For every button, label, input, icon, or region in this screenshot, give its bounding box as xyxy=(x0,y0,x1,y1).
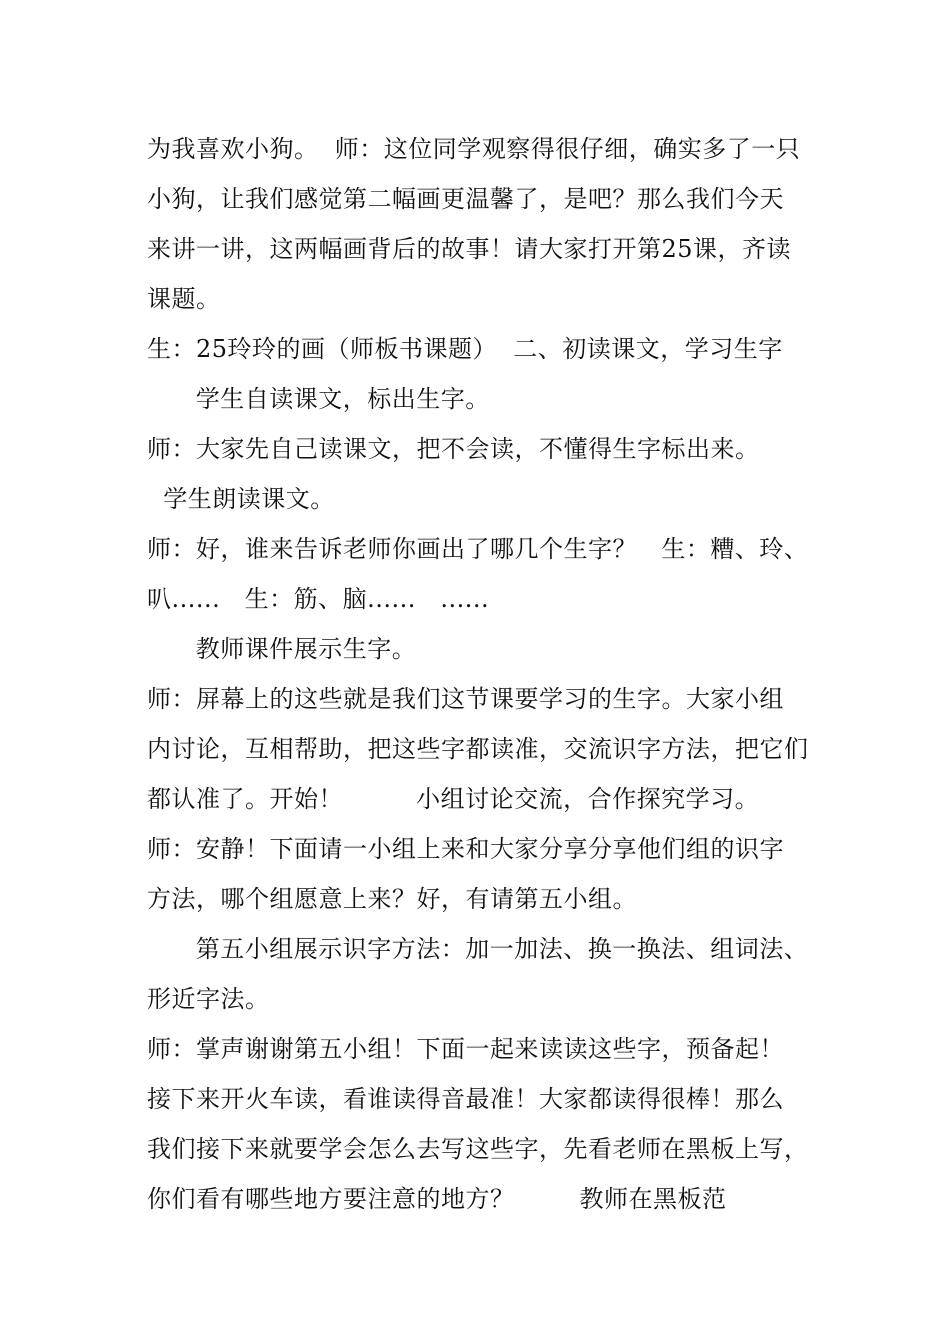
text-line: 你们看有哪些地方要注意的地方？ 教师在黑板范 xyxy=(147,1185,727,1213)
text-line: 学生自读课文，标出生字。 xyxy=(147,385,490,413)
text-line: 接下来开火车读，看谁读得音最准！大家都读得很棒！那么 xyxy=(147,1085,784,1113)
text-line: 小狗，让我们感觉第二幅画更温馨了，是吧？那么我们今天 xyxy=(147,185,784,213)
text-line: 教师课件展示生字。 xyxy=(147,635,417,663)
text-line: 方法，哪个组愿意上来？好，有请第五小组。 xyxy=(147,885,637,913)
text-line: 都认准了。开始！ 小组讨论交流，合作探究学习。 xyxy=(147,785,760,813)
text-line: 师：屏幕上的这些就是我们这节课要学习的生字。大家小组 xyxy=(147,685,784,713)
text-line: 学生朗读课文。 xyxy=(147,485,335,513)
text-line: 第五小组展示识字方法：加一加法、换一换法、组词法、 xyxy=(147,935,809,963)
text-line: 来讲一讲，这两幅画背后的故事！请大家打开第25课，齐读 xyxy=(147,235,792,263)
text-line: 生：25玲玲的画（师板书课题） 二、初读课文，学习生字 xyxy=(147,335,783,363)
text-line: 为我喜欢小狗。 师：这位同学观察得很仔细，确实多了一只 xyxy=(147,135,801,163)
text-line: 内讨论，互相帮助，把这些字都读准，交流识字方法，把它们 xyxy=(147,735,809,763)
text-line: 师：好，谁来告诉老师你画出了哪几个生字？ 生：糟、玲、 xyxy=(147,535,809,563)
text-line: 师：大家先自己读课文，把不会读，不懂得生字标出来。 xyxy=(147,435,760,463)
text-line: 我们接下来就要学会怎么去写这些字，先看老师在黑板上写， xyxy=(147,1135,809,1163)
text-line: 叭...... 生：筋、脑...... ...... xyxy=(147,585,490,613)
text-line: 课题。 xyxy=(147,285,221,313)
text-line: 师：安静！下面请一小组上来和大家分享分享他们组的识字 xyxy=(147,835,784,863)
text-line: 师：掌声谢谢第五小组！下面一起来读读这些字，预备起！ xyxy=(147,1035,784,1063)
text-line: 形近字法。 xyxy=(147,985,270,1013)
